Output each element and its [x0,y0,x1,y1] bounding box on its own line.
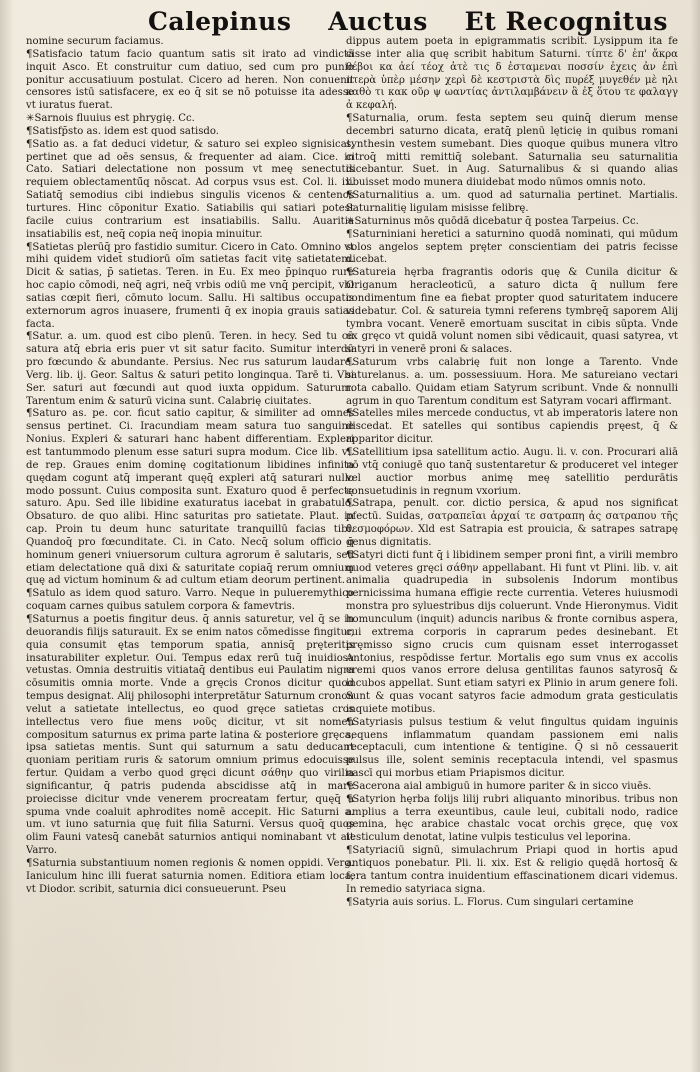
entry-paragraph: ¶Satyria auis sorius. L. Florus. Cum singulari certamine [346,896,634,908]
entry-paragraph: ¶Satyrion hęrba folijs lilij rubri aliquanto minoribus. tribus non amplius a terra exeuntibus, caule leui, cubitali nodo, radice gemina, hęc arabice chastalc vocat orchis gręce, quę vox testiculum denotat, latine vulpis testiculus vel leporina. [346,793,678,844]
entry-paragraph: ¶Saturo as. pe. cor. ficut satio capitur, & similiter ad omnes sensus pertinet. Ci. Iracundiam meam satura tuo sanguine Nonius. Expleri & saturari hanc habent differentiam. Expleri est tantummodo plenum esse saturi supra modum. Cice lib. vi. de rep. Graues enim dominę cogitationum libidines infinita quędam cogunt atq̄ imperant quęq̄ expleri atq̄ saturari nullo modo possunt. Cuius composita sunt. Exaturo quod ē perfectę saturo. Apu. Sed ille libidine exaturatus iacebat in grabatulo. Obsaturo. de quo alibi. Hinc saturitas pro satietate. Plaut. in cap. Proin tu deum hunc saturitate tranquillū facias tibi. Quandoq̄ pro fœcunditate. Ci. in Cato. Necq̄ solum officio q̄ hominum generi vniuersorum cultura agrorum ē salutaris, sed etiam delectatione quā dixi & saturitate copiaq̄ rerum omnium quę ad victum hominum & ad cultum etiam deorum pertinent. [26,408,354,587]
entry-paragraph: ¶Saturnus a poetis fingitur deus. q̄ annis saturetur, vel q̄ se in deuorandis filijs saturauit. Ex se enim natos cōmedisse fingitur, quia consumit ętas temporum spatia, annisq̄ pręteritis insaturabiliter expletur. Oui. Tempus edax rerū tuq̄ inuidiosa vetustas. Omnia destruitis vitiataq̄ dentibus eui Paulatim nigra cōsumitis omnia morte. Vnde a gręcis Cronos dicitur quod tempus designat. Alij philosophi interpretātur Saturnum cronon velut a satietate intellectus, eo quod gręce satietas cros intellectus vero fiue mens νοῦς dicitur, vt sit nomen compositum saturnus ex prima parte latina & posteriore gręca, ipsa satietas mentis. Sunt qui saturnum a satu deducant quoniam peritiam ruris & satorum omnium primus edocuisse fertur. Quidam a verbo quod gręci dicunt σάθην quo virilia significantur, q̄ patris pudenda abscidisse atq̄ in mare proiecisse dicitur vnde venerem procreatam fertur, quęq̄ a spuma vnde coaluit aphrodites nomē accepit. Hic Saturni a. um. vt iuno saturnia quę fuit filia Saturni. Versus quoq̄ quos olim Fauni vatesq̄ canebāt saturnios antiqui nominabant vt ait Varro. [26,613,354,857]
entry-paragraph: ¶Satulo as idem quod saturo. Varro. Neque in pulueremythico coquam carnes quibus satulem corpora & famevtris. [26,588,354,613]
right-column [346,36,678,1066]
entry-paragraph: ¶Satietas plerūq̄ pro fastidio sumitur. Cicero in Cato. Omnino vt mihi quidem videt̄ studiorū oīm satietas facit vitę satietatem. Dicit & satias, p̄ satietas. Teren. in Eu. Ex meo p̄pinquo rure hoc capio cōmodi, neq̄ agri, neq̄ vrbis odiū me vnq̄ percipit, vbi satias cœpit fieri, cōmuto locum. Sallu. Hi saltibus occupatis externorum agros inuasere, frumenti q̄ ex inopia grauis satias facta. [26,241,354,330]
entry-paragraph: ¶Sacerona aial ambiguū in humore pariter & in sicco viuēs. [346,780,652,792]
entry-paragraph: ¶Satur. a. um. quod est cibo plenū. Teren. in hecy. Sed tu cū satura atq̄ ebria eris puer vt sit satur facito. Sumitur interdū pro fœcundo & abundante. Persius. Nec rus saturum laudare. Verg. lib. ij. Geor. Saltus & saturi petito longinqua. Tarē ti. Vbi Ser. saturi aut fœcundi aut quod iuxta oppidum. Saturum. Tarentum enim & saturū vicina sunt. Calabrię ciuitates. [26,331,354,407]
entry-paragraph: nomine securum faciamus. [26,36,164,47]
running-head-word-1: Calepinus [148,7,292,36]
entry-paragraph: ¶Satellitium ipsa satellitum actio. Augu. li. v. con. Procurari aliā nō vtq̄ coniugē quo tanq̄ sustentaretur & produceret vel integer vel auctior morbus animę meę satellitio perdurātis consuetudinis in regnum vxorium. [346,447,678,497]
entry-paragraph: ¶Satyriasis pulsus testium & velut fingultus quidam inguinis sequens inflammatum quandam passionem emi nalis receptaculi, cum intentione & tentigine. Q̄ si nō cessauerit pulsus ille, solent seminis receptacula intendi, vel spasmus nascī qui morbus etiam Priapismos dicitur. [346,716,678,780]
left-column [26,36,354,1066]
entry-paragraph: ¶Satisfacio tatum facio quantum satis sit irato ad vindictā inquit Asco. Et construitur cum datiuo, sed cum pro punio ponitur accusatiuum postulat. Cicero ad heren. Non conuenit censores istū satisfacere, ex eo q̄ sit se nō potuisse ita adesse vt iuratus fuerat. [26,48,354,112]
running-head-word-3: Et Recognitus [464,7,668,36]
entry-paragraph: ¶Saturum vrbs calabrię fuit non longe a Tarento. Vnde saturelanus. a. um. possessiuum. Hora. Me satureiano vectari rota caballo. Quidam etiam Satyrum scribunt. Vnde & nonnulli agrum in quo Tarentum conditum est Satyram vocari affirmant. [346,357,678,407]
running-head [148,2,668,36]
entry-paragraph: ¶Saturnalitius a. um. quod ad saturnalia pertinet. Martialis. Saturnalitię ligulam misisse felibrę. [346,190,678,214]
entry-paragraph: ¶Saturnalia, orum. festa septem seu quinq̄ dierum mense decembri saturno dicata, eratq̄ plenū lęticię in quibus romani synthesin vestem sumebant. Dies quoque quibus munera vltro citroq̄ mitti remittiq̄ solebant. Saturnalia seu saturnalitia dicebantur. Suet. in Aug. Saturnalibus & si quando alias libuisset modo munera diuidebat modo nūmos omnis noto. [346,113,678,189]
page-shadow-left [0,0,14,1072]
entry-paragraph: ✳Saturninus mōs quōdā dicebatur q̄ postea Tarpeius. Cc. [346,215,639,227]
entry-paragraph: ✳Sarnois fluuius est phrygię. Cc. [26,113,195,125]
entry-paragraph: ¶Saturnia substantiuum nomen regionis & nomen oppidi. Verg. Ianiculum hinc illi fuerat saturnia nomen. Editiora etiam loca, vt Diodor. scribit, saturnia dici consueuerunt. Pseu [26,858,354,895]
entry-paragraph: dippus autem poeta in epigrammatis scribit. Lysippum ita fe cisse inter alia quę scribit habitum Saturni. τίπτε δ' ἐπ' ἄκρα θέβοι κα ἀεί τέοχ ἀτὲ τις δ ἐσταμεναι ποσσίν ἐχεις ἀν ἐπὶ πτερὰ ὑπὲρ μέσην χερὶ δὲ κεστριστὰ δὶς πυρέξ μυγεθέν μὲ ηλι καθὸ τι κακ οῦρ ψ ωαντίας ἀντιλαμβάνειν ἃ ἐξ ὅτου τε φαλαγγ ἀ κεφαλή. [346,36,678,112]
entry-paragraph: ¶Satureia hęrba fragrantis odoris quę & Cunila dicitur & Origanum heracleoticū, a saturo dicta q̄ nullum fere condimentum fine ea fiebat propter quod saturitatem inducere videbatur. Col. & satureia tymni referens tymbręq̄ saporem Alij tymbra vocant. Venerē emortuam suscitat in cibis sūpta. Vnde ex gręco vt quidā volunt nomen sibi vēdicauit, quasi satyrea, vt satyri in venerē proni & salaces. [346,267,678,356]
entry-paragraph: ¶Satio as. a fat deduci videtur, & saturo sei expleo signisicat, pertinet que ad oēs sensus, & frequenter ad aiam. Cice. in Cato. Satiari delectatione non possum vt meę senectutis requiem oblectamentū̄q nōscat. Ad corpus vsus est. Col. li. ix. Satiatq̄ semodius cibi indiebus singulis vicenos & centenos turtures. Hinc cōponitur Exatio. Satiabilis qui satiari potest facile cuius contrarium est insatiabilis. Sallu. Auaritia insatiabilis est, neq̄ copia neq̄ inopia minuitur. [26,138,354,240]
entry-paragraph: ¶Satisfp̄sto as. idem est quod satisdo. [26,125,219,137]
entry-paragraph: ¶Satyriaciū signū, simulachrum Priapi quod in hortis apud antiquos ponebatur. Pli. li. xix. Est & religio quędā hortosq̄ & fera tantum contra inuidentium effascinationem dicari videmus. In remedio satyriaca signa. [346,845,678,895]
entry-paragraph: ¶Saturniniani heretici a saturnino quodā nominati, qui mūdum solos angelos septem pręter conscientiam dei patris fecisse dicebat. [346,228,678,266]
entry-paragraph: ¶Satrapa, penult. cor. dictio persica, & apud nos significat pfectū. Suidas, σατραπεῖαι ἀρχαί τε σατραπη ἀς σατραπου τῆς θεσμοφόρων. Xld est Satrapia est prouicia, & satrapes satrapę genus dignitatis. [346,498,678,548]
entry-paragraph: ¶Satyri dicti funt q̄ i libidinem semper proni fint, a virili membro quod veteres gręci σάθην appellabant. Hi funt vt Plini. lib. v. ait animalia quadrupedia in subsolenis Indorum montibus pernicissima humana effigie recte currentia. Veteres huiusmodi monstra pro syluestribus dijs coluerunt. Vnde Hieronymus. Vidit homunculum (inquit) aduncis naribus & fronte cornibus aspera, cui extrema corporis in caprarum pedes desinebant. Et pręmisso signo crucis cum quisnam esset interrogasset Antonius, respōdisse fertur. Mortalis ego sum vnus ex accolis eremi quos vanos errore delusa gentilitas faunos satyrosq̄ & incubos appellat. Sunt etiam satyri ex Plinio in arum genere foli. Sunt & quas vocant satyros facie admodum grata gesticulatis inquiete motibus. [346,549,678,715]
entry-paragraph: ¶Satelles miles mercede conductus, vt ab imperatoris latere non discedat. Et satelles qui sontibus capiendis pręest, q̄ & apparitor dicitur. [346,408,678,446]
page-shadow-right [690,0,700,1072]
running-head-word-2: Auctus [328,7,428,36]
